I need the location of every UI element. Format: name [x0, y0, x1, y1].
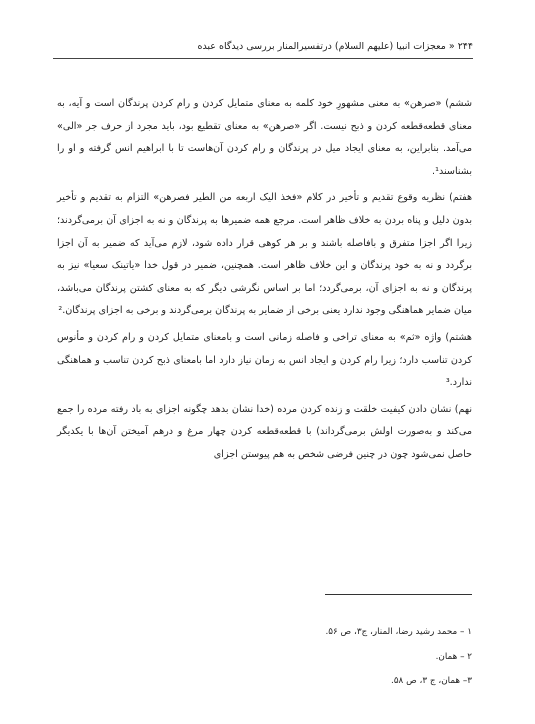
footnote-1: ۱ – محمد رشید رضا، المنار، ج۳، ص ۵۶. — [325, 627, 472, 637]
header-rule — [53, 58, 473, 59]
paragraph-seventh: هفتم) نظریه وقوع تقدیم و تأخیر در کلام «فخذ الیک اربعه من الطیر فصرهن» التزام به تقدیم و تأخیر بدون دلیل و پناه بردن به خلاف ظاهر است. مرجع همه ضمیرها به پرندگان و نه به اجزای آن برمی‌گردند؛ زیرا اگر اجزا متفرق و بافاصله باشند و بر هر کوهی قرار داده شود، لازم می‌آید که ضمیر به آن اجزا برگردد و نه به خود پرندگان و این خلاف ظاهر است. همچنین، ضمیر در قول خدا «یاتینک سعیا» نیز به پرندگان و نه به اجزای آن، برمی‌گردد؛ اما بر اساس نگرشی دیگر که به معنای کشتن پرندگان می‌باشد، میان ضمایر هماهنگی وجود ندارد یعنی برخی از ضمایر به پرندگان برمی‌گردند و برخی به اجزای پرندگان.² — [57, 192, 472, 317]
footnotes — [57, 620, 472, 694]
footnote-2: ۲ – همان. — [435, 651, 472, 662]
body-text — [57, 93, 472, 471]
header-text: ۲۴۴ « معجزات انبیا (علیهم السلام) درتفسیرالمنار بررسی دیدگاه عبده — [197, 41, 473, 52]
footnote-3: ۳– همان، ج ۳، ص ۵۸. — [391, 676, 472, 686]
running-header — [53, 40, 473, 54]
footnote-separator — [325, 594, 472, 595]
paragraph-eighth: هشتم) واژه «ثم» به معنای تراخی و فاصله زمانی است و بامعنای متمایل کردن و رام کردن و مأنوس کردن تناسب دارد؛ زیرا رام کردن و ایجاد انس به زمان نیاز دارد اما بامعنای ذبح کردن تناسب و هماهنگی ندارد.³ — [57, 331, 472, 389]
paragraph-sixth: ششم) «صرهن» به معنی مشهورِ خود کلمه به معنای متمایل کردن و رام کردن پرندگان است و آیه، به معنای قطعه‌قطعه کردن و ذبح نیست. اگر «صرهن» به معنای تقطیع بود، باید مجرد از حرف جر «الی» می‌آمد. بنابراین، به معنای ایجاد میل در پرندگان و رام کردن آن‌هاست تا با ابراهیم انس گرفته و او را بشناسند¹. — [57, 98, 472, 177]
paragraph-ninth: نهم) نشان دادن کیفیت خلقت و زنده کردن مرده (خدا نشان بدهد چگونه اجزای به باد رفته مرده را جمع می‌کند و به‌صورت اولش برمی‌گرداند) با قطعه‌قطعه کردن چهار مرغ و درهم آمیختن آن‌ها با یکدیگر حاصل نمی‌شود چون در چنین فرضی شخص به هم پیوستن اجزای — [57, 403, 472, 460]
